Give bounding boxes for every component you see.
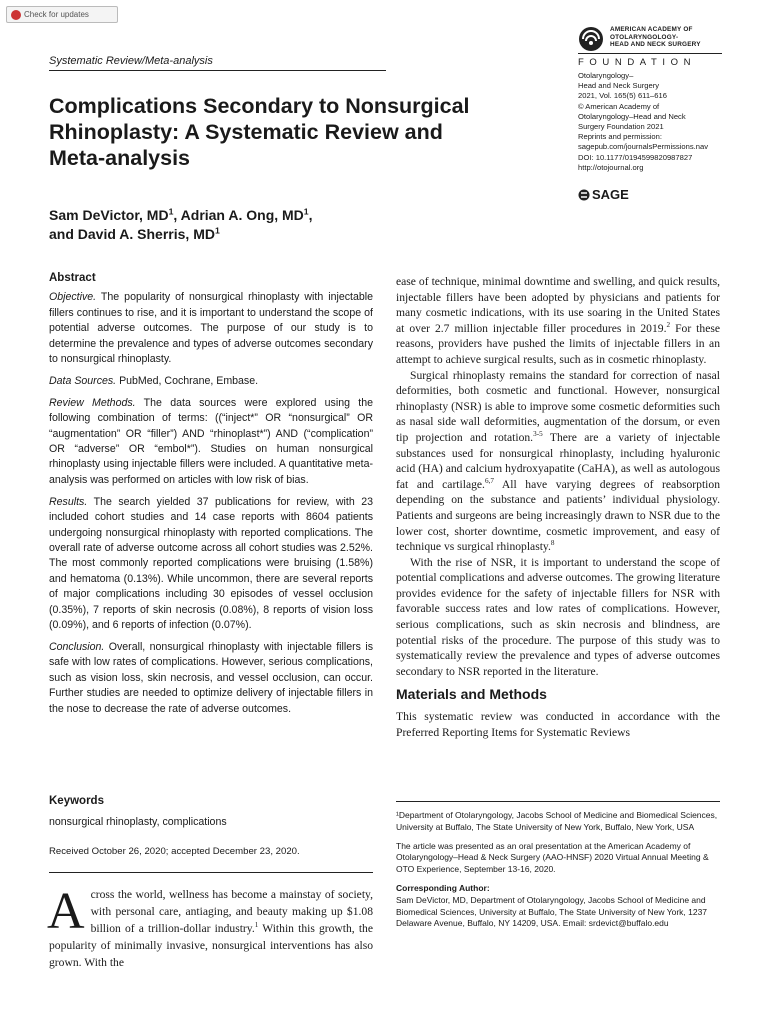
affiliation-footnote: ¹Department of Otolaryngology, Jacobs School of Medicine and Biomedical Sciences, University at Buffalo, The State University of New York, Buffalo, New York, USA <box>396 810 718 832</box>
footnote-divider <box>396 801 720 802</box>
permissions-link[interactable]: sagepub.com/journalsPermissions.nav <box>578 142 709 152</box>
sources-label: Data Sources. <box>49 374 117 387</box>
journal-info-line: Otolaryngology–Head and Neck <box>578 111 686 121</box>
methods-label: Review Methods. <box>49 396 136 409</box>
body-paragraph: With the rise of NSR, it is important to understand the scope of potential complications and adverse outcomes. The growing literature provides evidence for the safety of injectable fillers for NSR with favorable success rates and low rates of complications. However, serious complications, such as skin necrosis and blindness, are potential risks of the procedure. The purpose of this study was to systematically review the prevalence and types of adverse outcomes secondary to NSR reported in the literature. <box>396 555 720 678</box>
body-text: For these reasons, providers have pushed the limits of injectable fillers in an attempt to achieve surgical results, such as in cosmetic rhinoplasty. <box>396 321 720 366</box>
org-name-line: OTOLARYNGOLOGY- <box>610 33 679 41</box>
results-label: Results. <box>49 495 88 508</box>
body-paragraph <box>396 368 720 555</box>
section-heading: Materials and Methods <box>396 686 547 703</box>
affiliation-mark: 1 <box>214 225 220 236</box>
header-divider <box>49 70 386 71</box>
journal-info-line: Reprints and permission: <box>578 132 662 142</box>
citation[interactable]: 3-5 <box>533 430 543 439</box>
journal-url-link[interactable]: http://otojournal.org <box>578 162 644 172</box>
sources-text: PubMed, Cochrane, Embase. <box>116 374 259 387</box>
author-list <box>49 206 409 244</box>
body-text: All have varying degrees of reabsorption depending on the substance and patients’ individual physiology. Patients and surgeons are being increasingly drawn to NSR due to the lower cost, shorter downtime, cosmetic improvement, and easy of technique vs surgical rhinoplasty. <box>396 477 720 554</box>
journal-info-line: Head and Neck Surgery <box>578 81 660 91</box>
corresponding-author <box>396 883 720 930</box>
section-label: Systematic Review/Meta-analysis <box>49 55 213 67</box>
org-name-line: HEAD AND NECK SURGERY <box>610 41 701 49</box>
author-2: , Adrian A. Ong, MD <box>173 207 304 223</box>
intro-paragraph <box>47 883 373 971</box>
affiliation-mark: 1 <box>168 206 174 217</box>
results-text: The search yielded 37 publications for review, with 23 included cohort studies and 14 case reports with 8604 patients undergoing nonsurgical rhinoplasty with reported complications. The overall rate of adverse outcome across all cohort studies was 2.52%. The most commonly reported complications were bruising (1.58%) and hematoma (0.13%). While uncommon, there are several reports of major complications including 30 episodes of vessel occlusion (0.35%), 7 reports of skin necrosis (0.08%), 8 reports of vision loss (0.09%), and 6 reports of infection (0.07%). <box>49 495 373 632</box>
author-3: and David A. Sherris, MD <box>49 226 215 242</box>
citation[interactable]: 8 <box>550 539 555 548</box>
drop-cap: A <box>47 883 85 940</box>
received-dates: Received October 26, 2020; accepted December 23, 2020. <box>49 846 300 857</box>
journal-info-line: 2021, Vol. 165(5) 611–616 <box>578 91 667 101</box>
conclusion-label: Conclusion. <box>49 640 105 653</box>
affiliation-mark: 1 <box>303 206 309 217</box>
body-right-column <box>396 274 720 740</box>
author-separator: , <box>308 207 313 223</box>
corresponding-text: Sam DeVictor, MD, Department of Otolaryngology, Jacobs School of Medicine and Biomedical Sciences, University at Buffalo, The State University of New York, 1237 Delaware Avenue, Buffalo, NY 14209, USA. Email: srdevict@buffalo.edu <box>396 894 708 929</box>
author-1: Sam DeVictor, MD <box>49 207 169 223</box>
citation[interactable]: 2 <box>666 320 671 329</box>
objective-label: Objective. <box>49 291 97 304</box>
body-text: There are a variety of injectable substances used for nonsurgical rhinoplasty, including hyaluronic acid (HA) and calcium hydroxyapatite (CaHA), as well as autologous fat and cartilage. <box>396 430 721 491</box>
foundation-divider <box>578 53 722 54</box>
citation[interactable]: 6,7 <box>484 476 494 485</box>
abstract-heading: Abstract <box>49 272 96 284</box>
body-paragraph <box>396 274 720 368</box>
intro-text: cross the world, wellness has become a mainstay of society, with personal care, antiaging, and beauty making up $1.08 billion of a trillion-dollar industry. <box>90 888 373 935</box>
check-for-updates-badge[interactable] <box>6 6 118 23</box>
check-for-updates-label: Check for updates <box>24 10 89 19</box>
article-title: Complications Secondary to Nonsurgical Rhinoplasty: A Systematic Review and Meta-analysis <box>49 94 470 170</box>
doi-link[interactable]: DOI: 10.1177/0194599820987827 <box>578 152 693 162</box>
org-name-line: AMERICAN ACADEMY OF <box>610 26 693 33</box>
sage-logo-icon <box>578 189 590 201</box>
corresponding-label: Corresponding Author: <box>396 882 490 893</box>
abstract-divider <box>49 872 373 873</box>
journal-info-line: © American Academy of <box>578 101 660 111</box>
keywords-list: nonsurgical rhinoplasty, complications <box>49 816 227 828</box>
methods-text: The data sources were explored using the following combination of terms: ((“inject*” OR “nonsurgical” OR “augmentation” OR “filler”) AND “rhinoplast*”) AND (“complication” OR “adverse” OR “embol*”). Studies on human nonsurgical rhinoplasty using injectable fillers were included. A quantitative meta-analysis was performed on articles with low risk of bias. <box>49 396 373 486</box>
body-text: Surgical rhinoplasty remains the standard for correction of nasal deformities, both cosmetic and functional. However, nonsurgical rhinoplasty (NSR) is able to improve some cosmetic deformities such as nasal side wall deformities, augmentation of the dorsum, or even tip projection and rotation. <box>396 368 720 444</box>
journal-info-line: Surgery Foundation 2021 <box>578 122 664 132</box>
keywords-heading: Keywords <box>49 795 104 807</box>
abstract-review-methods <box>49 396 373 488</box>
abstract-objective <box>49 290 373 367</box>
intro-text-cont: Within this growth, the popularity of minimally invasive, nonsurgical interventions has also grown. With the <box>49 922 373 969</box>
update-check-icon <box>11 10 21 20</box>
objective-text: The popularity of nonsurgical rhinoplasty with injectable fillers continues to rise, and it is important to understand the scope of potential adverse outcomes. The purpose of our study is to determine the prevalence and types of adverse outcomes secondary to nonsurgical rhinoplasty. <box>49 291 373 366</box>
conclusion-text: Overall, nonsurgical rhinoplasty with injectable fillers is safe with low rates of complications. However, serious complications, such as vision loss, skin necrosis, and vessel occlusion, can occur. Further studies are needed to optimize delivery of injectable fillers in the nose to decrease the rate of adverse outcomes. <box>49 640 373 715</box>
sage-logo <box>578 187 629 202</box>
journal-info <box>578 71 728 173</box>
presentation-footnote: The article was presented as an oral presentation at the American Academy of Otolaryngology–Head & Neck Surgery (AAO-HNSF) 2020 Virtual Annual Meeting & OTO Experience, September 13-16, 2020. <box>396 840 709 875</box>
journal-info-line: Otolaryngology– <box>578 71 634 80</box>
abstract-data-sources <box>49 374 373 389</box>
sage-wordmark: SAGE <box>592 187 629 202</box>
keywords <box>49 794 373 830</box>
citation[interactable]: 1 <box>254 921 259 930</box>
body-paragraph: This systematic review was conducted in accordance with the Preferred Reporting Items for Systematic Reviews <box>396 710 720 739</box>
abstract-conclusion <box>49 640 373 717</box>
foundation-label: FOUNDATION <box>578 57 697 68</box>
footnotes <box>396 810 720 937</box>
abstract <box>49 271 373 723</box>
body-text: ease of technique, minimal downtime and swelling, and quick results, injectable fillers have been adopted by physicians and patients for many cosmetic indications, with its use soaring in the United States at over 2.7 million injectable filler procedures in 2019. <box>396 275 720 335</box>
abstract-results <box>49 495 373 634</box>
foundation-logo-icon <box>578 26 604 52</box>
